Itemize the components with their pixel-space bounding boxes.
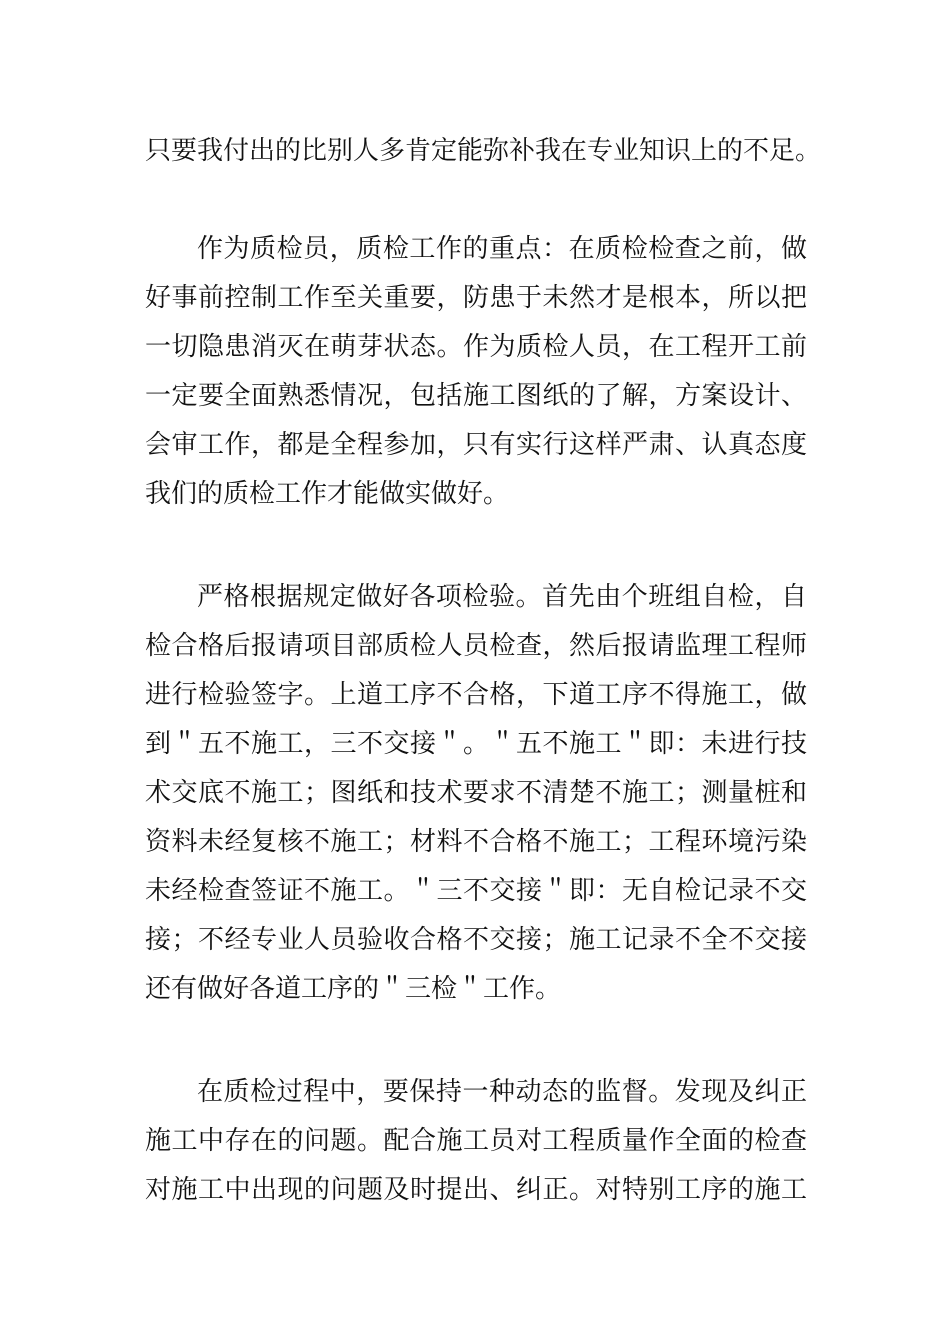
text-line: 一定要全面熟悉情况，包括施工图纸的了解，方案设计、 bbox=[145, 381, 807, 411]
text-line: 进行检验签字。上道工序不合格，下道工序不得施工，做 bbox=[145, 680, 807, 710]
text-line: 检合格后报请项目部质检人员检查，然后报请监理工程师 bbox=[145, 631, 807, 661]
paragraph-first-line: 在质检过程中，要保持一种动态的监督。发现及纠正 bbox=[197, 1077, 807, 1107]
text-line: 施工中存在的问题。配合施工员对工程质量作全面的检查 bbox=[145, 1126, 807, 1156]
paragraph-first-line: 作为质检员，质检工作的重点：在质检检查之前，做 bbox=[197, 234, 807, 264]
text-line: 未经检查签证不施工。＂三不交接＂即：无自检记录不交 bbox=[145, 876, 807, 906]
text-line: 我们的质检工作才能做实做好。 bbox=[145, 479, 510, 509]
text-line: 只要我付出的比别人多肯定能弥补我在专业知识上的不足。 bbox=[145, 136, 822, 166]
text-line: 术交底不施工；图纸和技术要求不清楚不施工；测量桩和 bbox=[145, 778, 807, 808]
text-line: 还有做好各道工序的＂三检＂工作。 bbox=[145, 974, 562, 1004]
text-line: 到＂五不施工，三不交接＂。＂五不施工＂即：未进行技 bbox=[145, 729, 807, 759]
text-line: 会审工作，都是全程参加，只有实行这样严肃、认真态度 bbox=[145, 430, 807, 460]
text-line: 好事前控制工作至关重要，防患于未然才是根本，所以把 bbox=[145, 283, 807, 313]
paragraph-first-line: 严格根据规定做好各项检验。首先由个班组自检，自 bbox=[197, 582, 807, 612]
text-line: 对施工中出现的问题及时提出、纠正。对特别工序的施工 bbox=[145, 1175, 807, 1205]
text-line: 资料未经复核不施工；材料不合格不施工；工程环境污染 bbox=[145, 827, 807, 857]
text-line: 接；不经专业人员验收合格不交接；施工记录不全不交接 bbox=[145, 925, 807, 955]
text-line: 一切隐患消灭在萌芽状态。作为质检人员，在工程开工前 bbox=[145, 332, 807, 362]
